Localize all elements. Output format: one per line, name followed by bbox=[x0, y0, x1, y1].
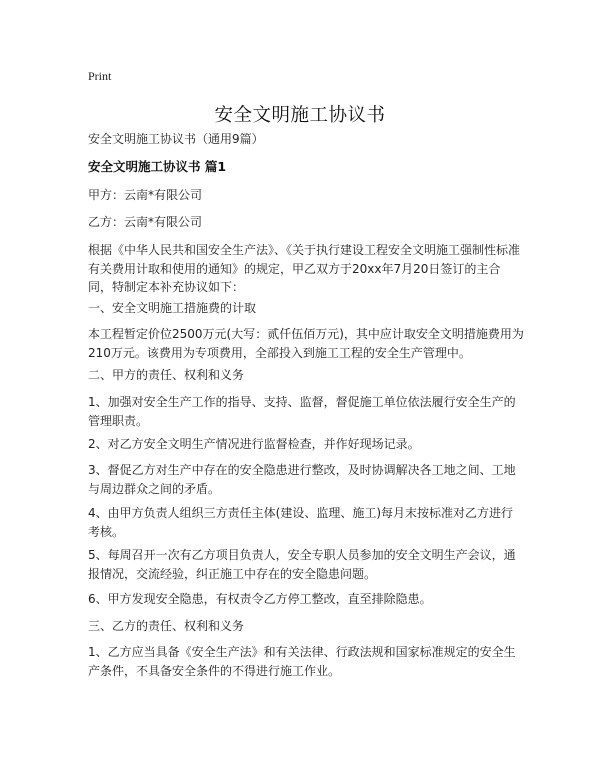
party-a-item-5: 5、每周召开一次有乙方项目负责人，安全专职人员参加的安全文明生产会议，通报情况，交流经验，纠正施工中存在的安全隐患问题。 bbox=[88, 548, 516, 581]
party-a-line: 甲方：云南*有限公司 bbox=[88, 188, 203, 202]
party-a-item-3: 3、督促乙方对生产中存在的安全隐患进行整改，及时协调解决各工地之间、工地与周边群众之间的矛盾。 bbox=[88, 463, 516, 496]
clause-heading-2: 二、甲方的责任、权利和义务 bbox=[88, 368, 245, 382]
party-b-item-1: 1、乙方应当具备《安全生产法》和有关法律、行政法规和国家标准规定的安全生产条件，不具备安全条件的不得进行施工作业。 bbox=[88, 645, 516, 678]
document-title: 安全文明施工协议书 bbox=[214, 105, 386, 126]
document-subtitle: 安全文明施工协议书（通用9篇） bbox=[88, 132, 264, 146]
clause-heading-3: 三、乙方的责任、权利和义务 bbox=[88, 619, 245, 633]
party-a-item-1: 1、加强对安全生产工作的指导、支持、监督，督促施工单位依法履行安全生产的管理职责。 bbox=[88, 395, 516, 428]
fee-paragraph: 本工程暂定价位2500万元(大写：贰仟伍佰万元)，其中应计取安全文明措施费用为210万元。该费用为专项费用，全部投入到施工工程的安全生产管理中。 bbox=[88, 327, 524, 360]
section-heading: 安全文明施工协议书 篇1 bbox=[88, 159, 227, 174]
print-link[interactable]: Print bbox=[88, 69, 112, 83]
party-a-item-6: 6、甲方发现安全隐患，有权责令乙方停工整改，直至排除隐患。 bbox=[88, 592, 432, 606]
intro-paragraph: 根据《中华人民共和国安全生产法》、《关于执行建设工程安全文明施工强制性标准有关费用计取和使用的通知》的规定，甲乙双方于20xx年7月20日签订的主合同，特制定本补充协议如下： bbox=[88, 243, 521, 294]
party-a-item-4: 4、由甲方负责人组织三方责任主体(建设、监理、施工)每月末按标准对乙方进行考核。 bbox=[88, 506, 514, 539]
party-b-line: 乙方：云南*有限公司 bbox=[88, 215, 203, 229]
party-a-item-2: 2、对乙方安全文明生产情况进行监督检查，并作好现场记录。 bbox=[88, 437, 420, 451]
clause-heading-1: 一、安全文明施工措施费的计取 bbox=[88, 301, 257, 315]
